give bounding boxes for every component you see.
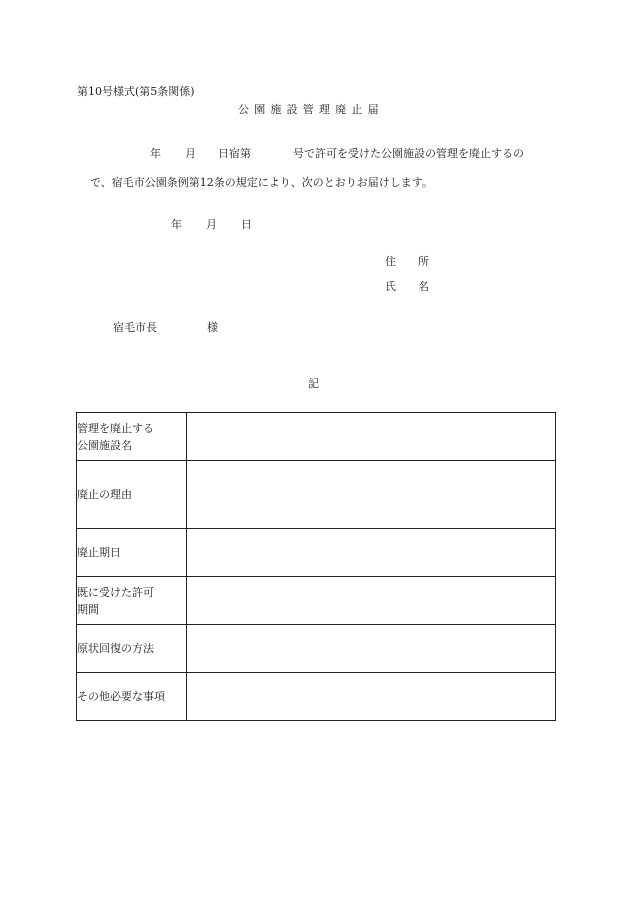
row-label-line: その他必要な事項 bbox=[77, 690, 165, 703]
form-title: 公園施設管理廃止届 bbox=[238, 103, 384, 116]
row-value[interactable] bbox=[187, 625, 556, 673]
row-label-line: 期間 bbox=[77, 602, 99, 616]
row-value[interactable] bbox=[187, 413, 556, 461]
table-row bbox=[77, 577, 556, 625]
row-label-line: 廃止期日 bbox=[77, 546, 121, 559]
row-value[interactable] bbox=[187, 461, 556, 529]
row-label bbox=[77, 461, 187, 529]
date-year: 年 bbox=[171, 218, 182, 231]
row-value[interactable] bbox=[187, 529, 556, 577]
table-row bbox=[77, 529, 556, 577]
row-label-line: 公園施設名 bbox=[77, 438, 132, 452]
submission-date bbox=[171, 219, 252, 230]
row-label bbox=[77, 413, 187, 461]
ki-heading: 記 bbox=[308, 377, 319, 390]
body-text-line2: で、宿毛市公園条例第12条の規定により、次のとおりお届けします。 bbox=[90, 176, 433, 189]
addressee-name: 宿毛市長 bbox=[113, 321, 157, 334]
table-row bbox=[77, 461, 556, 529]
addressee bbox=[113, 322, 218, 333]
row-label-line: 原状回復の方法 bbox=[77, 642, 154, 655]
table-row bbox=[77, 673, 556, 721]
row-label bbox=[77, 577, 187, 625]
details-table bbox=[76, 412, 556, 721]
row-value[interactable] bbox=[187, 577, 556, 625]
row-label bbox=[77, 529, 187, 577]
body-day-prefix: 日宿第 bbox=[218, 147, 251, 160]
body-month: 月 bbox=[185, 147, 196, 160]
row-label-line: 管理を廃止する bbox=[77, 421, 154, 435]
date-month: 月 bbox=[206, 218, 217, 231]
form-number: 第10号様式(第5条関係) bbox=[77, 85, 195, 98]
name-label: 氏 名 bbox=[385, 280, 429, 293]
body-text-line1 bbox=[150, 148, 524, 159]
row-label bbox=[77, 673, 187, 721]
row-label bbox=[77, 625, 187, 673]
body-rest: 号で許可を受けた公園施設の管理を廃止するの bbox=[293, 147, 524, 160]
addressee-honorific: 様 bbox=[207, 321, 218, 334]
table-row bbox=[77, 625, 556, 673]
date-day: 日 bbox=[241, 218, 252, 231]
table-row bbox=[77, 413, 556, 461]
row-value[interactable] bbox=[187, 673, 556, 721]
row-label-line: 既に受けた許可 bbox=[77, 585, 154, 599]
row-label-line: 廃止の理由 bbox=[77, 488, 132, 501]
address-label: 住 所 bbox=[385, 255, 429, 268]
body-year: 年 bbox=[150, 147, 161, 160]
